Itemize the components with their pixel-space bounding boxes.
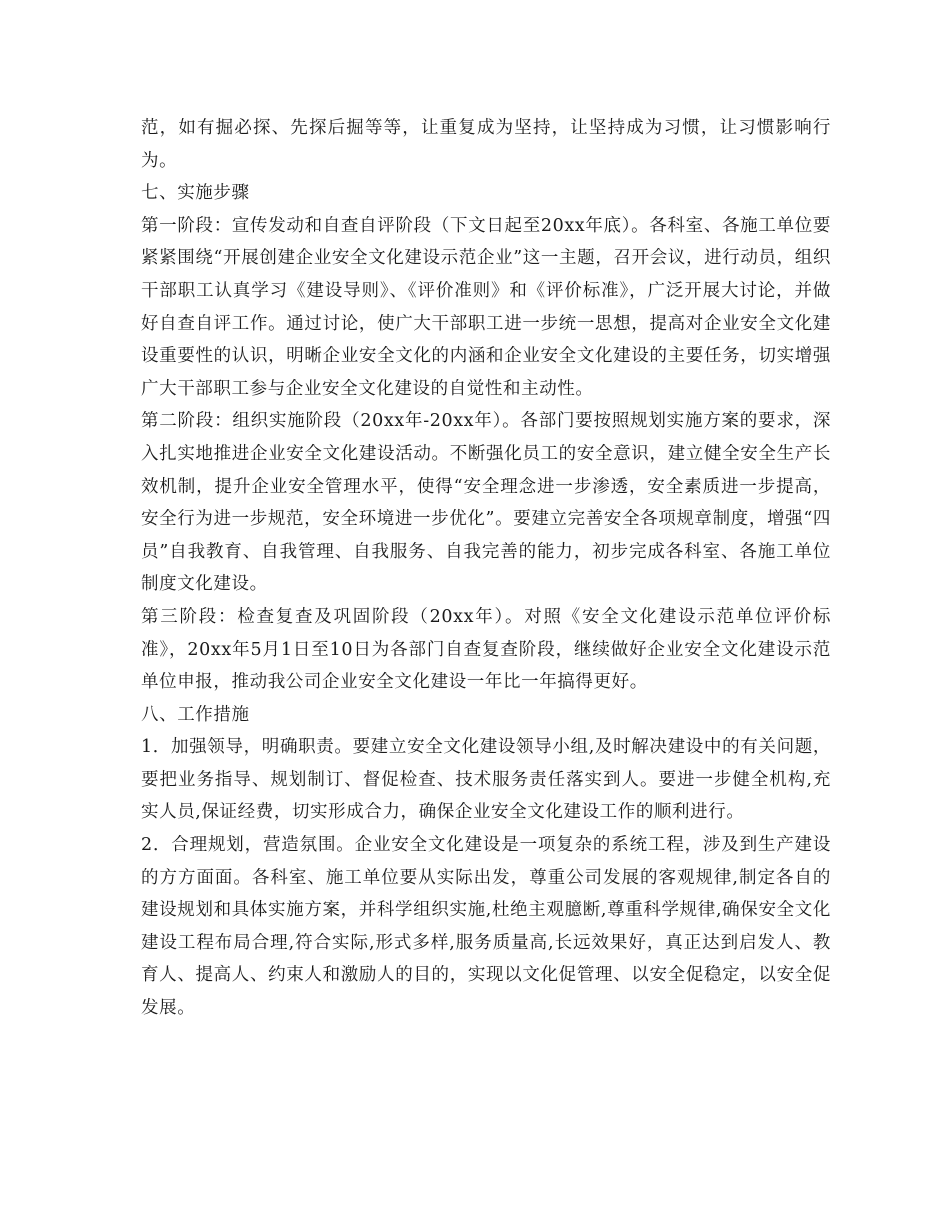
heading-work-measures: 八、工作措施 <box>141 704 250 725</box>
paragraph-stage-one: 第一阶段：宣传发动和自查自评阶段（下文日起至20xx年底）。各科室、各施工单位要紧紧围绕“开展创建企业安全文化建设示范企业”这一主题，召开会议，进行动员，组织干部职工认真学习《建设导则》、《评价准则》和《评价标准》，广泛开展大讨论，并做好自查自评工作。通过讨论，使广大干部职工进一步统一思想，提高对企业安全文化建设重要性的认识，明晰企业安全文化的内涵和企业安全文化建设的主要任务，切实增强广大干部职工参与企业安全文化建设的自觉性和主动性。 <box>141 215 831 399</box>
paragraph-stage-two: 第二阶段：组织实施阶段（20xx年-20xx年）。各部门要按照规划实施方案的要求，深入扎实地推进企业安全文化建设活动。不断强化员工的安全意识，建立健全安全生产长效机制，提升企业安全管理水平，使得“安全理念进一步渗透，安全素质进一步提高，安全行为进一步规范，安全环境进一步优化”。要建立完善安全各项规章制度，增强“四员”自我教育、自我管理、自我服务、自我完善的能力，初步完成各科室、各施工单位制度文化建设。 <box>141 411 831 595</box>
document-body <box>141 112 831 1025</box>
paragraph-stage-three: 第三阶段：检查复查及巩固阶段（20xx年）。对照《安全文化建设示范单位评价标准》，20xx年5月1日至10日为各部门自查复查阶段，继续做好企业安全文化建设示范单位申报，推动我公司企业安全文化建设一年比一年搞得更好。 <box>141 606 831 693</box>
paragraph-measure-one: 1．加强领导，明确职责。要建立安全文化建设领导小组,及时解决建设中的有关问题，要把业务指导、规划制订、督促检查、技术服务责任落实到人。要进一步健全机构,充实人员,保证经费，切实形成合力，确保企业安全文化建设工作的顺利进行。 <box>141 737 831 823</box>
paragraph-measure-two: 2．合理规划，营造氛围。企业安全文化建设是一项复杂的系统工程，涉及到生产建设的方方面面。各科室、施工单位要从实际出发，尊重公司发展的客观规律,制定各自的建设规划和具体实施方案，并科学组织实施,杜绝主观臆断,尊重科学规律,确保安全文化建设工程布局合理,符合实际,形式多样,服务质量高,长远效果好，真正达到启发人、教育人、提高人、约束人和激励人的目的，实现以文化促管理、以安全促稳定，以安全促发展。 <box>141 835 831 1019</box>
heading-implementation-steps: 七、实施步骤 <box>141 183 250 204</box>
paragraph-continuation: 范，如有掘必探、先探后掘等等，让重复成为坚持，让坚持成为习惯，让习惯影响行为。 <box>141 118 831 171</box>
